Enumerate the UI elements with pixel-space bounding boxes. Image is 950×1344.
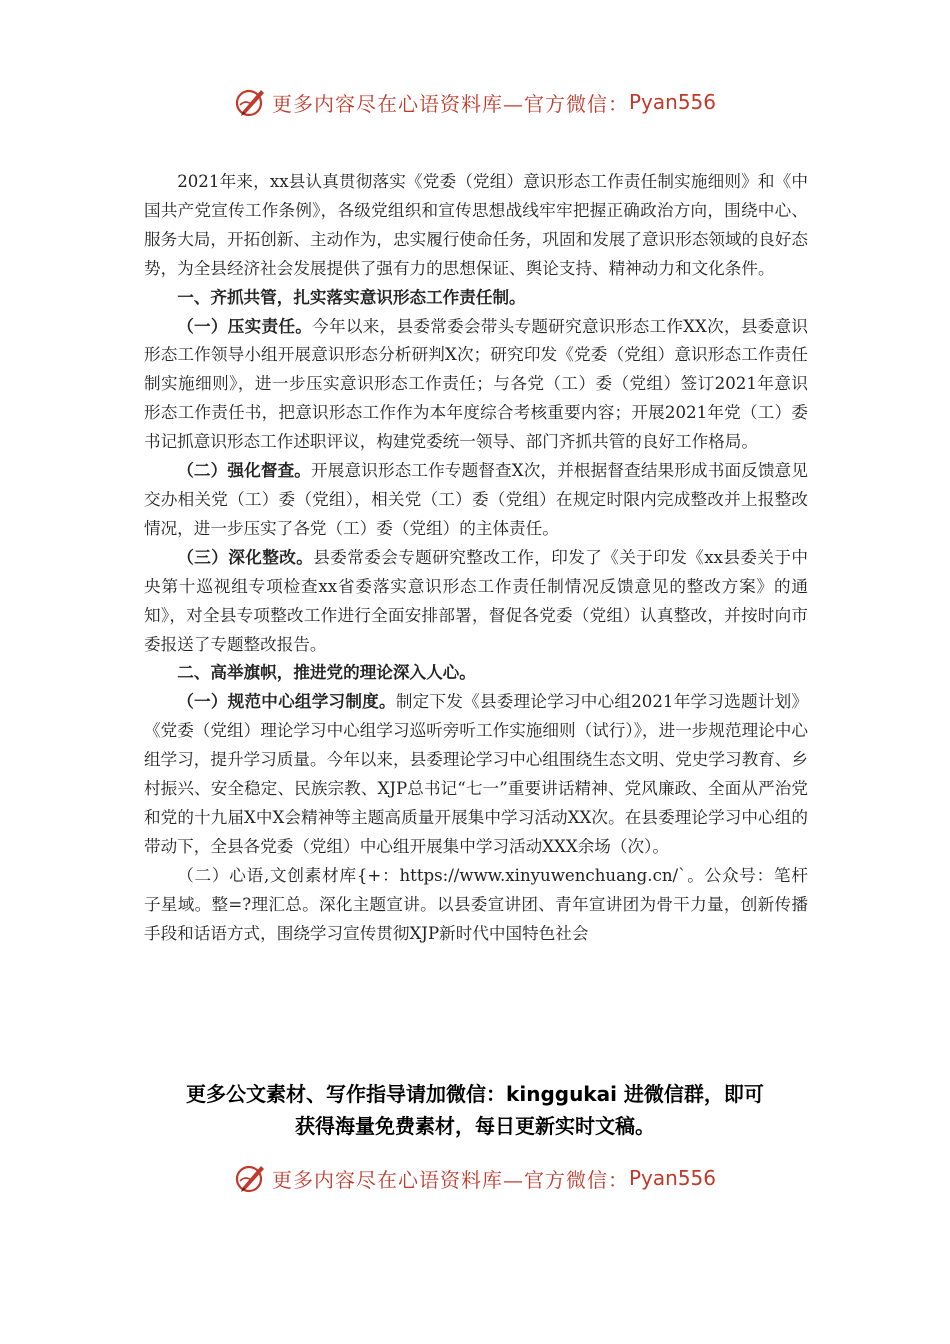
promo-line-1: 更多公文素材、写作指导请加微信：kinggukai 进微信群，即可 <box>186 1082 764 1106</box>
pen-logo-icon <box>234 85 268 119</box>
section-heading-1: 一、齐抓共管，扎实落实意识形态工作责任制。 <box>177 287 526 307</box>
paragraph-1-2 <box>144 457 808 544</box>
section-heading-2: 二、高举旗帜，推进党的理论深入人心。 <box>177 663 476 683</box>
banner-text: 更多内容尽在心语资料库—官方微信： <box>271 91 629 116</box>
paragraph-1-1 <box>144 313 808 458</box>
footer-banner <box>0 1158 950 1198</box>
banner-text: 更多内容尽在心语资料库—官方微信： <box>271 1167 629 1192</box>
paragraph-1-2-heading: （二）强化督查。 <box>177 461 312 481</box>
document-body <box>144 168 808 948</box>
header-banner <box>0 82 950 122</box>
paragraph-1-2-body: 开展意识形态工作专题督查X次，并根据督查结果形成书面反馈意见交办相关党（工）委（党组），相关党（工）委（党组）在规定时限内完成整改并上报整改情况，进一步压实了各党（工）委（党组）的主体责任。 <box>144 461 809 538</box>
intro-paragraph: 2021年来，xx县认真贯彻落实《党委（党组）意识形态工作责任制实施细则》和《中国共产党宣传工作条例》，各级党组织和宣传思想战线牢牢把握正确政治方向，围绕中心、服务大局，开拓创新、主动作为，忠实履行使命任务，巩固和发展了意识形态领域的良好态势，为全县经济社会发展提供了强有力的思想保证、舆论支持、精神动力和文化条件。 <box>144 172 808 278</box>
paragraph-1-1-heading: （一）压实责任。 <box>177 316 313 336</box>
paragraph-2-1-heading: （一）规范中心组学习制度。 <box>177 692 396 712</box>
paragraph-1-3 <box>144 544 808 660</box>
paragraph-2-1-body: 制定下发《县委理论学习中心组2021年学习选题计划》《党委（党组）理论学习中心组学习巡听旁听工作实施细则（试行）》，进一步规范理论中心组学习，提升学习质量。今年以来，县委理论学习中心组围绕生态文明、党史学习教育、乡村振兴、安全稳定、民族宗教、XJP总书记“七一”重要讲话精神、党风廉政、全面从严治党和党的十九届X中X会精神等主题高质量开展集中学习活动XX次。在县委理论学习中心组的带动下，全县各党委（党组）中心组开展集中学习活动XXX余场（次）。 <box>144 692 809 856</box>
paragraph-1-3-body: 县委常委会专题研究整改工作，印发了《关于印发《xx县委关于中央第十巡视组专项检查xx省委落实意识形态工作责任制情况反馈意见的整改方案》的通知》，对全县专项整改工作进行全面安排部署，督促各党委（党组）认真整改，并按时向市委报送了专题整改报告。 <box>144 547 809 654</box>
pen-logo-icon <box>234 1161 268 1195</box>
promo-block <box>0 1078 950 1142</box>
banner-wechat-id: Pyan556 <box>628 90 716 114</box>
paragraph-2-1 <box>144 688 808 861</box>
banner-wechat-id: Pyan556 <box>628 1166 716 1190</box>
paragraph-2-2: （二）心语,文创素材库{+：https://www.xinyuwenchuang.cn/`。公众号：笔杆子星域。整=?理汇总。深化主题宣讲。以县委宣讲团、青年宣讲团为骨干力量，创新传播手段和话语方式，围绕学习宣传贯彻XJP新时代中国特色社会 <box>144 865 808 943</box>
paragraph-1-1-body: 今年以来，县委常委会带头专题研究意识形态工作XX次，县委意识形态工作领导小组开展意识形态分析研判X次；研究印发《党委（党组）意识形态工作责任制实施细则》，进一步压实意识形态工作责任；与各党（工）委（党组）签订2021年意识形态工作责任书，把意识形态工作作为本年度综合考核重要内容；开展2021年党（工）委书记抓意识形态工作述职评议，构建党委统一领导、部门齐抓共管的良好工作格局。 <box>144 316 809 452</box>
promo-line-2: 获得海量免费素材，每日更新实时文稿。 <box>295 1114 655 1138</box>
paragraph-1-3-heading: （三）深化整改。 <box>177 547 314 567</box>
